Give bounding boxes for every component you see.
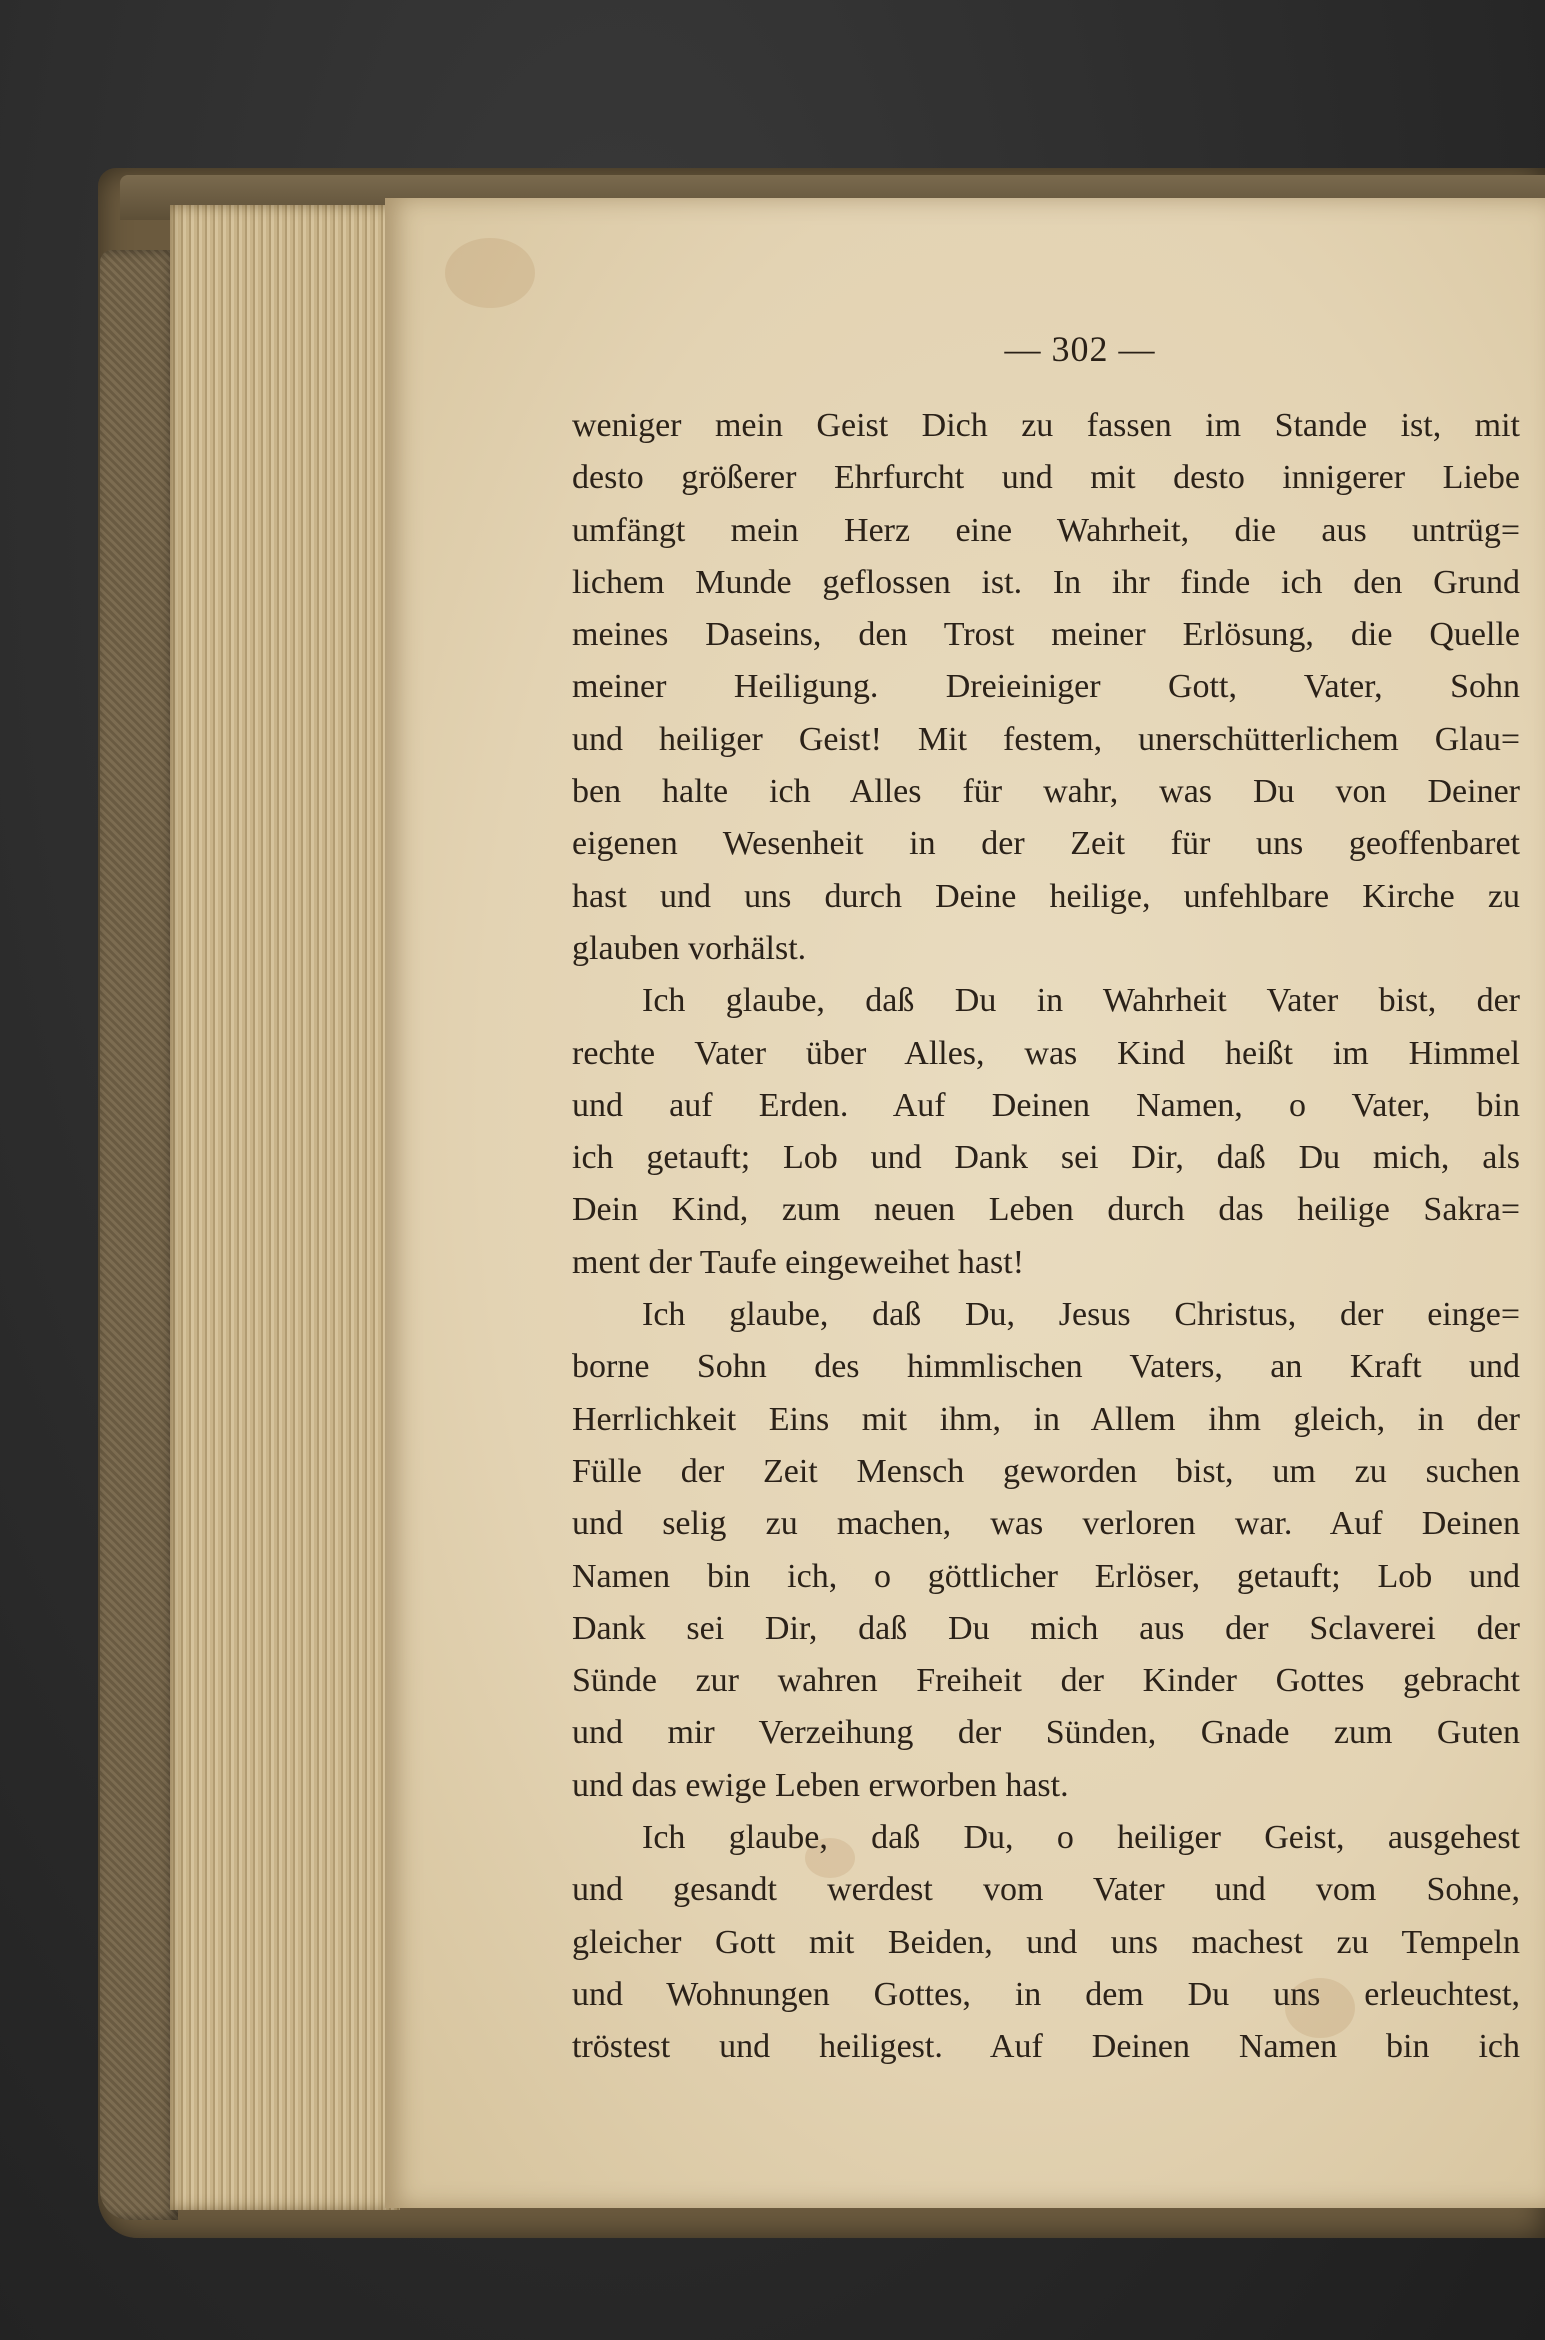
page-edges: [170, 205, 400, 2210]
text-line: und heiliger Geist! Mit festem, unerschütterlichem Glau=: [572, 720, 1520, 758]
text-line: desto größerer Ehrfurcht und mit desto innigerer Liebe: [572, 459, 1520, 497]
text-line: Fülle der Zeit Mensch geworden bist, um zu suchen: [572, 1452, 1520, 1490]
paper-stain: [445, 238, 535, 308]
text-line: glauben vorhälst.: [572, 929, 807, 967]
text-line: gleicher Gott mit Beiden, und uns machest zu Tempeln: [572, 1923, 1520, 1961]
text-line: und mir Verzeihung der Sünden, Gnade zum Guten: [572, 1714, 1520, 1752]
text-line: Dank sei Dir, daß Du mich aus der Sclaverei der: [572, 1609, 1520, 1647]
text-line: eigenen Wesenheit in der Zeit für uns geoffenbaret: [572, 825, 1520, 863]
text-line: meiner Heiligung. Dreieiniger Gott, Vater, Sohn: [572, 668, 1520, 706]
text-line: Ich glaube, daß Du, Jesus Christus, der einge=: [642, 1296, 1520, 1334]
text-line: meines Daseins, den Trost meiner Erlösung, die Quelle: [572, 616, 1520, 654]
text-line: weniger mein Geist Dich zu fassen im Stande ist, mit: [572, 407, 1520, 444]
page-number: — 302 —: [1004, 329, 1156, 369]
book-spine: [100, 250, 178, 2220]
text-line: Dein Kind, zum neuen Leben durch das heilige Sakra=: [572, 1191, 1520, 1229]
text-line: Ich glaube, daß Du in Wahrheit Vater bist, der: [642, 982, 1520, 1020]
text-line: rechte Vater über Alles, was Kind heißt im Himmel: [572, 1034, 1520, 1072]
text-line: und selig zu machen, was verloren war. Auf Deinen: [572, 1505, 1520, 1543]
text-line: ben halte ich Alles für wahr, was Du von Deiner: [572, 773, 1520, 811]
page-body-text: [572, 400, 1520, 2074]
text-line: borne Sohn des himmlischen Vaters, an Kraft und: [572, 1348, 1520, 1386]
text-line: Ich glaube, daß Du, o heiliger Geist, ausgehest: [642, 1819, 1520, 1857]
text-line: und auf Erden. Auf Deinen Namen, o Vater, bin: [572, 1086, 1520, 1124]
text-line: Namen bin ich, o göttlicher Erlöser, getauft; Lob und: [572, 1557, 1520, 1595]
text-line: ment der Taufe eingeweihet hast!: [572, 1243, 1025, 1281]
text-line: Herrlichkeit Eins mit ihm, in Allem ihm gleich, in der: [572, 1400, 1520, 1438]
text-line: Sünde zur wahren Freiheit der Kinder Gottes gebracht: [572, 1662, 1520, 1700]
text-line: hast und uns durch Deine heilige, unfehlbare Kirche zu: [572, 877, 1520, 915]
text-line: ich getauft; Lob und Dank sei Dir, daß Du mich, als: [572, 1139, 1520, 1177]
text-line: und gesandt werdest vom Vater und vom Sohne,: [572, 1871, 1520, 1909]
text-line: und Wohnungen Gottes, in dem Du uns erleuchtest,: [572, 1975, 1520, 2013]
text-line: umfängt mein Herz eine Wahrheit, die aus untrüg=: [572, 511, 1520, 549]
text-line: tröstest und heiligest. Auf Deinen Namen bin ich: [572, 2028, 1520, 2066]
text-line: lichem Munde geflossen ist. In ihr finde ich den Grund: [572, 563, 1520, 601]
text-line: und das ewige Leben erworben hast.: [572, 1766, 1069, 1804]
